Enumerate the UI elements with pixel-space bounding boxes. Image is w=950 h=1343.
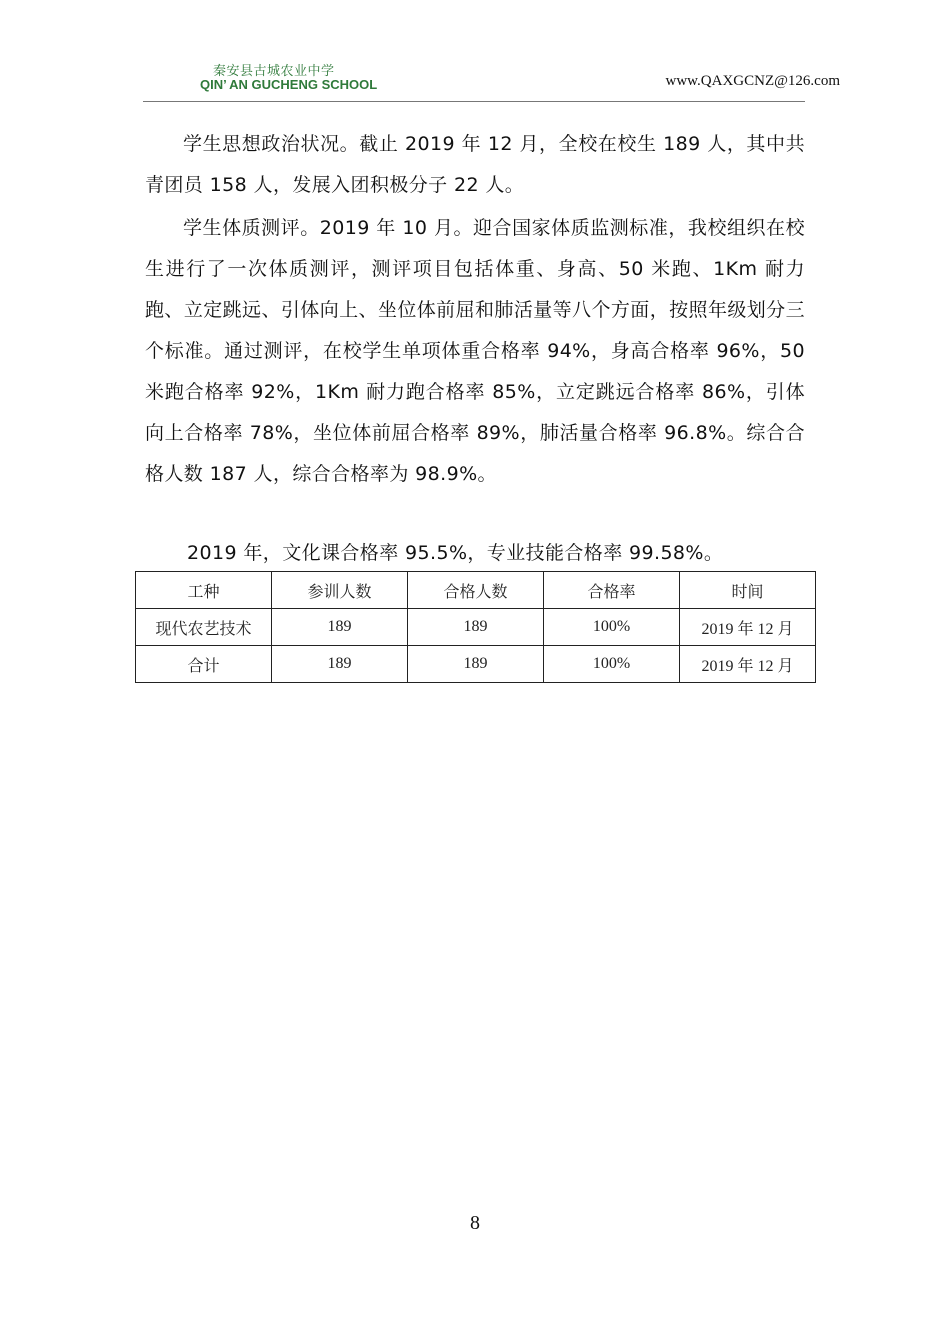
cell-trainees: 189 — [272, 609, 408, 646]
table-row — [136, 646, 816, 683]
paragraph-political-status: 学生思想政治状况。截止 2019 年 12 月，全校在校生 189 人，其中共青团员 158 人，发展入团积极分子 22 人。 — [145, 133, 805, 196]
cell-qualified: 189 — [408, 646, 544, 683]
qualification-table — [135, 571, 816, 683]
table-caption: 2019 年，文化课合格率 95.5%，专业技能合格率 99.58%。 — [187, 542, 724, 564]
body-text — [145, 124, 805, 497]
header-cell-trainees: 参训人数 — [272, 572, 408, 609]
school-email: www.QAXGCNZ@126.com — [665, 73, 840, 89]
cell-pass-rate: 100% — [544, 646, 680, 683]
header-divider — [143, 101, 805, 102]
cell-pass-rate: 100% — [544, 609, 680, 646]
school-name-en: QIN’ AN GUCHENG SCHOOL — [200, 77, 378, 92]
table-header-row — [136, 572, 816, 609]
header-cell-time: 时间 — [680, 572, 816, 609]
cell-trade: 现代农艺技术 — [136, 609, 272, 646]
page-number: 8 — [470, 1212, 480, 1234]
table-row — [136, 609, 816, 646]
header-cell-pass-rate: 合格率 — [544, 572, 680, 609]
cell-trainees: 189 — [272, 646, 408, 683]
paragraph-physical-assessment: 学生体质测评。2019 年 10 月。迎合国家体质监测标准，我校组织在校生进行了一次体质测评，测评项目包括体重、身高、50 米跑、1Km 耐力跑、立定跳远、引体向上、坐位体前屈和肺活量等八个方面，按照年级划分三个标准。通过测评，在校学生单项体重合格率 94%，身高合格率 96%，50 米跑合格率 92%，1Km 耐力跑合格率 85%，立定跳远合格率 86%，引体向上合格率 78%，坐位体前屈合格率 89%，肺活量合格率 96.8%。综合合格人数 187 人，综合合格率为 98.9%。 — [145, 217, 805, 485]
school-name-cn: 秦安县古城农业中学 — [213, 64, 335, 79]
cell-time: 2019 年 12 月 — [680, 646, 816, 683]
cell-time: 2019 年 12 月 — [680, 609, 816, 646]
header-cell-qualified: 合格人数 — [408, 572, 544, 609]
cell-qualified: 189 — [408, 609, 544, 646]
header-cell-trade: 工种 — [136, 572, 272, 609]
cell-trade: 合计 — [136, 646, 272, 683]
